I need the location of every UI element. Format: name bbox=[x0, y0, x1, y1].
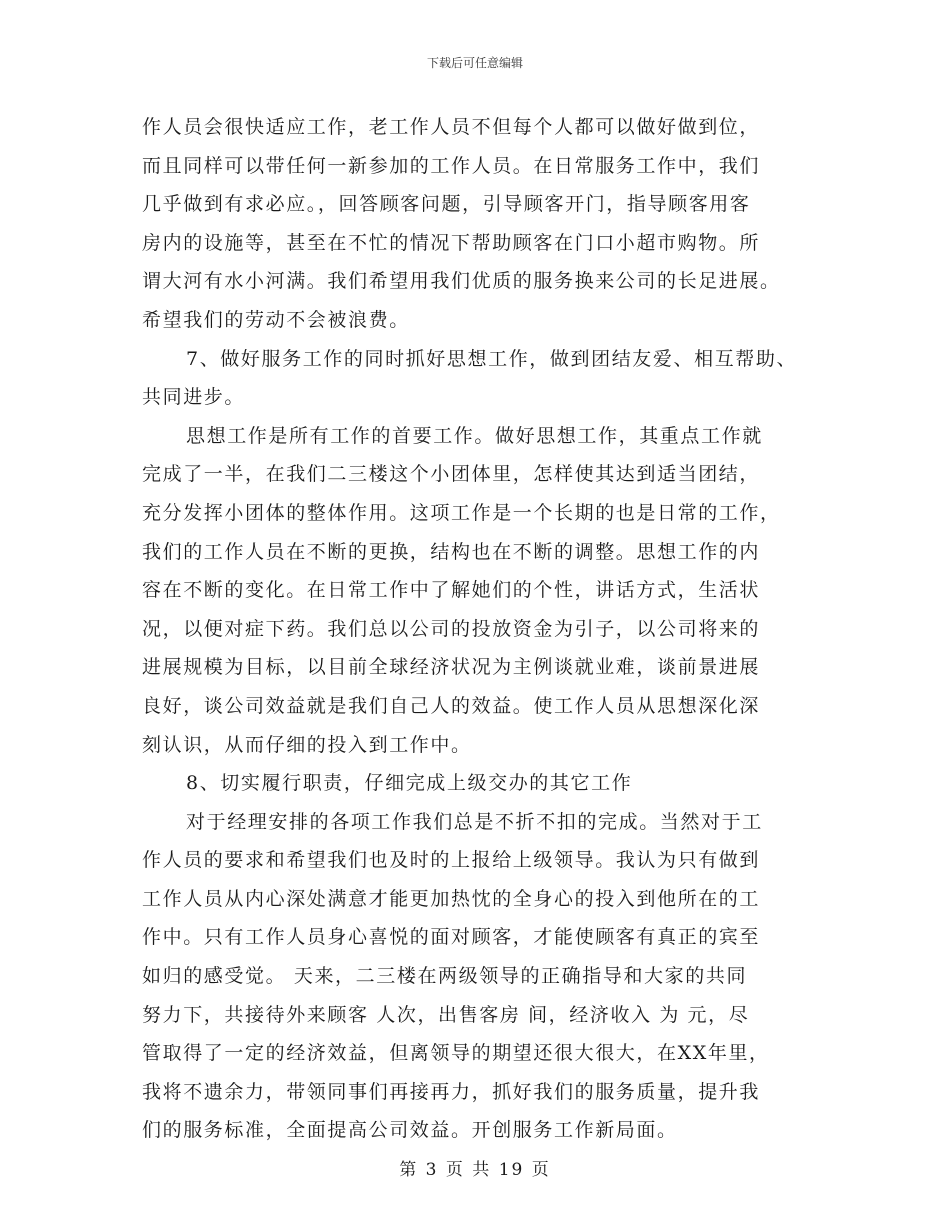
text-line: 思想工作是所有工作的首要工作。做好思想工作，其重点工作就 bbox=[186, 424, 763, 447]
text-line: 工作人员从内心深处满意才能更加热忱的全身心的投入到他所在的工 bbox=[142, 887, 761, 910]
text-line: 刻认识，从而仔细的投入到工作中。 bbox=[142, 733, 472, 756]
text-line: 们的服务标准，全面提高公司效益。开创服务工作新局面。 bbox=[142, 1119, 678, 1142]
text-line: 而且同样可以带任何一新参加的工作人员。在日常服务工作中，我们 bbox=[142, 154, 761, 177]
text-line: 完成了一半，在我们二三楼这个小团体里，怎样使其达到适当团结， bbox=[142, 463, 761, 486]
text-line: 容在不断的变化。在日常工作中了解她们的个性，讲话方式，生活状 bbox=[142, 579, 761, 602]
document-body bbox=[142, 108, 832, 1150]
text-line: 谓大河有水小河满。我们希望用我们优质的服务换来公司的长足进展。 bbox=[142, 270, 781, 293]
text-line: 如归的感受觉。 天来，二三楼在两级领导的正确指导和大家的共同 bbox=[142, 965, 748, 988]
text-line: 房内的设施等，甚至在不忙的情况下帮助顾客在门口小超市购物。所 bbox=[142, 231, 761, 254]
text-line: 管取得了一定的经济效益，但离领导的期望还很大很大，在XX年里， bbox=[142, 1042, 770, 1065]
text-line: 8、切实履行职责，仔细完成上级交办的其它工作 bbox=[186, 772, 633, 795]
text-line: 我将不遗余力，带领同事们再接再力，抓好我们的服务质量，提升我 bbox=[142, 1080, 761, 1103]
text-line: 充分发挥小团体的整体作用。这项工作是一个长期的也是日常的工作， bbox=[142, 501, 781, 524]
text-line: 希望我们的劳动不会被浪费。 bbox=[142, 308, 410, 331]
text-line: 作人员的要求和希望我们也及时的上报给上级领导。我认为只有做到 bbox=[142, 849, 761, 872]
text-line: 对于经理安排的各项工作我们总是不折不扣的完成。当然对于工 bbox=[186, 810, 763, 833]
text-line: 况，以便对症下药。我们总以公司的投放资金为引子，以公司将来的 bbox=[142, 617, 761, 640]
text-line: 进展规模为目标，以目前全球经济状况为主例谈就业难，谈前景进展 bbox=[142, 656, 761, 679]
text-line: 我们的工作人员在不断的更换，结构也在不断的调整。思想工作的内 bbox=[142, 540, 761, 563]
page-footer: 第 3 页 共 19 页 bbox=[399, 1160, 551, 1180]
text-line: 努力下，共接待外来顾客 人次，出售客房 间，经济收入 为 元，尽 bbox=[142, 1003, 750, 1026]
text-line: 作人员会很快适应工作，老工作人员不但每个人都可以做好做到位， bbox=[142, 116, 761, 138]
page-header: 下载后可任意编辑 bbox=[426, 56, 523, 70]
text-line: 作中。只有工作人员身心喜悦的面对顾客，才能使顾客有真正的宾至 bbox=[142, 926, 761, 949]
text-line: 几乎做到有求必应。，回答顾客问题，引导顾客开门，指导顾客用客 bbox=[142, 193, 751, 216]
text-line: 7、做好服务工作的同时抓好思想工作，做到团结友爱、相互帮助、 bbox=[186, 347, 798, 370]
text-line: 共同进步。 bbox=[142, 386, 246, 409]
text-line: 良好，谈公司效益就是我们自己人的效益。使工作人员从思想深化深 bbox=[142, 694, 761, 717]
